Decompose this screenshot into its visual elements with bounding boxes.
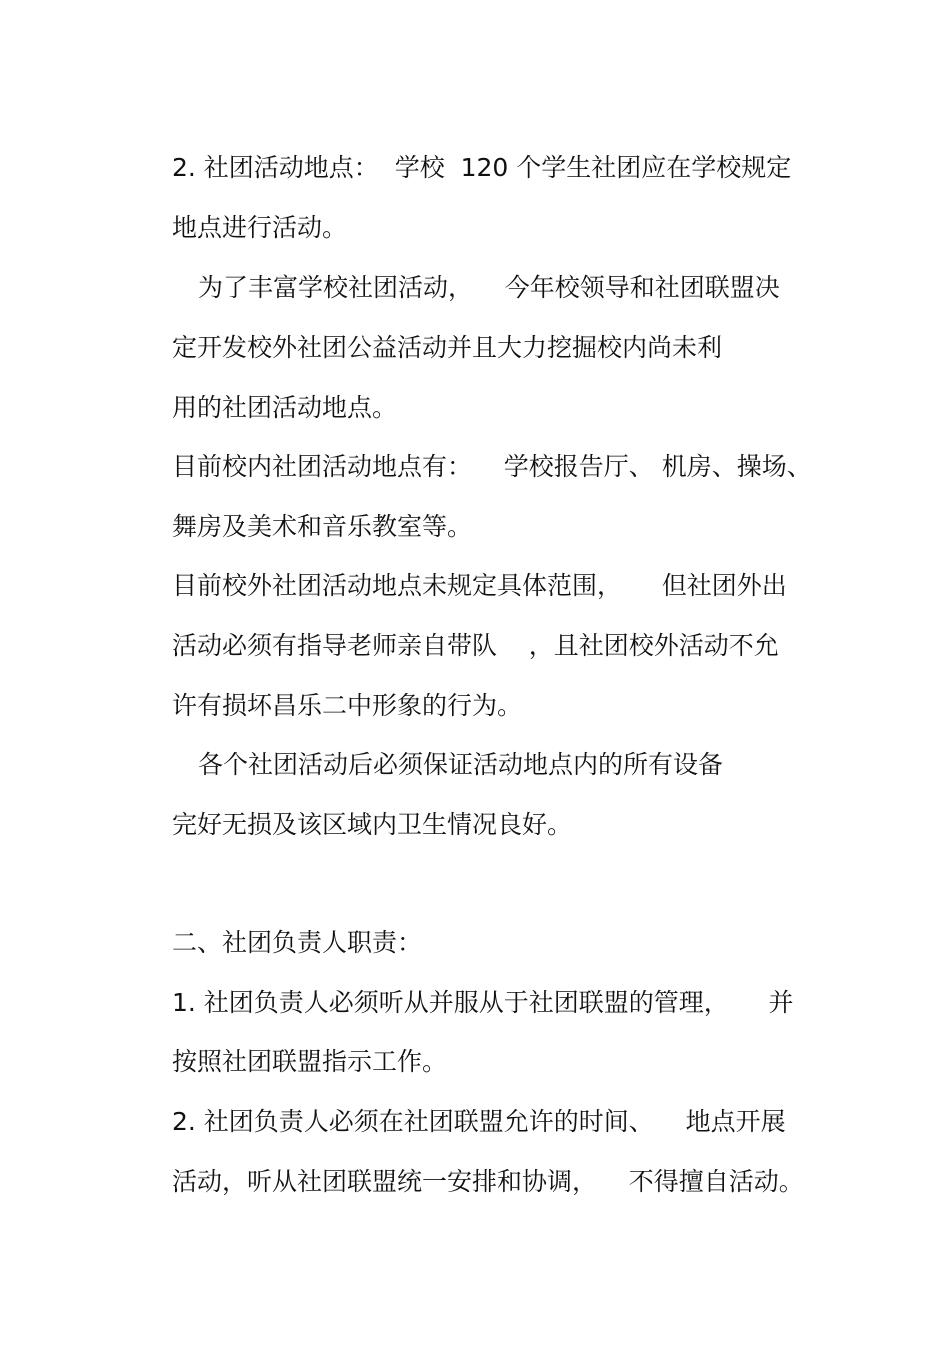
paragraph-line-1: 2. 社团活动地点： 学校 120 个学生社团应在学校规定 bbox=[172, 153, 792, 182]
paragraph-line-16: 活动，听从社团联盟统一安排和协调， 不得擅自活动。 bbox=[172, 1167, 804, 1196]
paragraph-line-9: 活动必须有指导老师亲自带队 ，且社团校外活动不允 bbox=[172, 631, 779, 660]
paragraph-line-6: 目前校内社团活动地点有： 学校报告厅、 机房、操场、 bbox=[172, 452, 812, 481]
paragraph-line-3: 为了丰富学校社团活动， 今年校领导和社团联盟决 bbox=[198, 273, 780, 302]
section-heading: 二、社团负责人职责： bbox=[172, 928, 423, 957]
paragraph-line-14: 按照社团联盟指示工作。 bbox=[172, 1047, 448, 1076]
paragraph-line-5: 用的社团活动地点。 bbox=[172, 393, 398, 422]
paragraph-line-11: 各个社团活动后必须保证活动地点内的所有设备 bbox=[198, 750, 724, 779]
paragraph-line-13: 1. 社团负责人必须听从并服从于社团联盟的管理， 并 bbox=[172, 988, 794, 1017]
paragraph-line-8: 目前校外社团活动地点未规定具体范围， 但社团外出 bbox=[172, 571, 787, 600]
paragraph-line-7: 舞房及美术和音乐教室等。 bbox=[172, 512, 473, 541]
paragraph-line-12: 完好无损及该区域内卫生情况良好。 bbox=[172, 810, 573, 839]
paragraph-line-4: 定开发校外社团公益活动并且大力挖掘校内尚未利 bbox=[172, 333, 723, 362]
paragraph-line-15: 2. 社团负责人必须在社团联盟允许的时间、 地点开展 bbox=[172, 1107, 786, 1136]
paragraph-line-10: 许有损坏昌乐二中形象的行为。 bbox=[172, 691, 523, 720]
paragraph-line-2: 地点进行活动。 bbox=[172, 213, 348, 242]
